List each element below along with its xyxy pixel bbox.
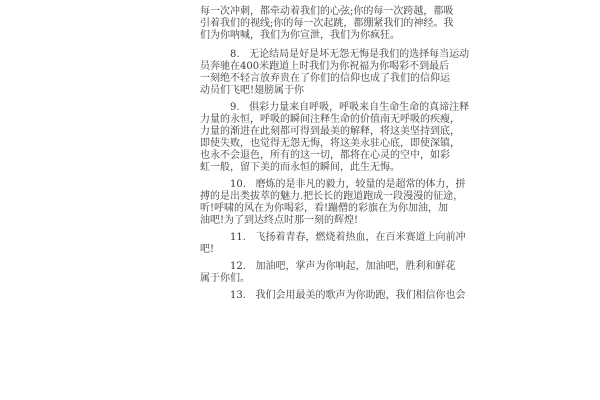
paragraph-first-line: [200, 290, 466, 302]
paragraph-number: 11.: [230, 232, 246, 243]
paragraph-first-line: [200, 261, 456, 273]
paragraph-8: [200, 49, 470, 97]
paragraph-line: 力量的永恒，呼吸的瞬间注释生命的价值南无呼吸的疾瘦，: [200, 114, 460, 125]
paragraph-10: [200, 179, 466, 227]
document-body: [200, 6, 470, 302]
paragraph-line: 磨炼的是非凡的毅力，较量的是超常的体力，拼: [255, 179, 466, 190]
paragraph-line: 搏的是出类拔萃的魅力.把长长的跑道跑成一段漫漫的征途，: [200, 191, 464, 202]
paragraph-line: 油吧!为了到达终点时那一刻的辉煌!: [200, 215, 359, 226]
paragraph-first-line: [200, 49, 470, 61]
paragraph-number: 9.: [230, 102, 240, 113]
paragraph-line: 加油吧，掌声为你响起，加油吧，胜利和鲜花: [255, 261, 456, 272]
paragraph-number: 8.: [230, 49, 240, 60]
paragraph-line: 俱彩力量来自呼吸，呼吸来自生命生命的真谛注释: [249, 102, 470, 113]
paragraph-line: 飞扬着青春，燃烧着热血，在百米赛道上向前冲: [255, 232, 466, 243]
paragraph-line: 也永不会退色，所有的这一切，都将在心灵的空中，如彩: [200, 150, 450, 161]
paragraph-line: 吧!: [200, 244, 215, 255]
paragraph-first-line: [200, 179, 466, 191]
paragraph-line: 听!呼啸的风在为你喝彩，看!蹦僧的彩旗在为你加油，加: [200, 203, 449, 214]
paragraph-line: 一刻绝不轻言放弃贵在了你们的信仰也成了我们的信仰运: [200, 73, 450, 84]
paragraph-first-line: [200, 102, 470, 114]
paragraph-line: 动员们飞吧!翅膀属于你: [200, 85, 305, 96]
paragraph-first-line: [200, 232, 466, 244]
paragraph-line: 员奔驰在400米跑道上时我们为你祝福为你喝彩不到最后: [200, 61, 450, 72]
paragraph-9: [200, 102, 470, 174]
paragraph-line: 我们会用最美的歌声为你助跑，我们相信你也会: [255, 290, 466, 301]
paragraph-number: 13.: [230, 290, 246, 301]
paragraph-12: [200, 261, 456, 285]
paragraph-line: 属于你们。: [200, 273, 250, 284]
paragraph-11: [200, 232, 466, 256]
paragraph-line: 引着我们的视线;你的每一次起跳，都绷紧我们的神经。我: [200, 18, 454, 29]
paragraph-line: 每一次冲刺，都牵动着我们的心弦;你的每一次跨越，都吸: [200, 6, 454, 17]
paragraph-line: 无论结局是好是坏无怨无悔是我们的选择每当运动: [249, 49, 470, 60]
paragraph-line: 们为你呐喊，我们为你宣泄，我们为你疯狂。: [200, 30, 400, 41]
paragraph-line: 力量的渐进在此刻都可得到最美的解释，将这美坚持到底，: [200, 126, 460, 137]
paragraph-number: 12.: [230, 261, 246, 272]
paragraph-intro: [200, 6, 454, 42]
paragraph-13: [200, 290, 466, 302]
paragraph-number: 10.: [230, 179, 246, 190]
paragraph-line: 虹一般，留下美的而永恒的瞬间，此生无悔。: [200, 162, 400, 173]
paragraph-line: 即使失败，也觉得无怨无悔，将这美永驻心底，即使深镇，: [200, 138, 460, 149]
